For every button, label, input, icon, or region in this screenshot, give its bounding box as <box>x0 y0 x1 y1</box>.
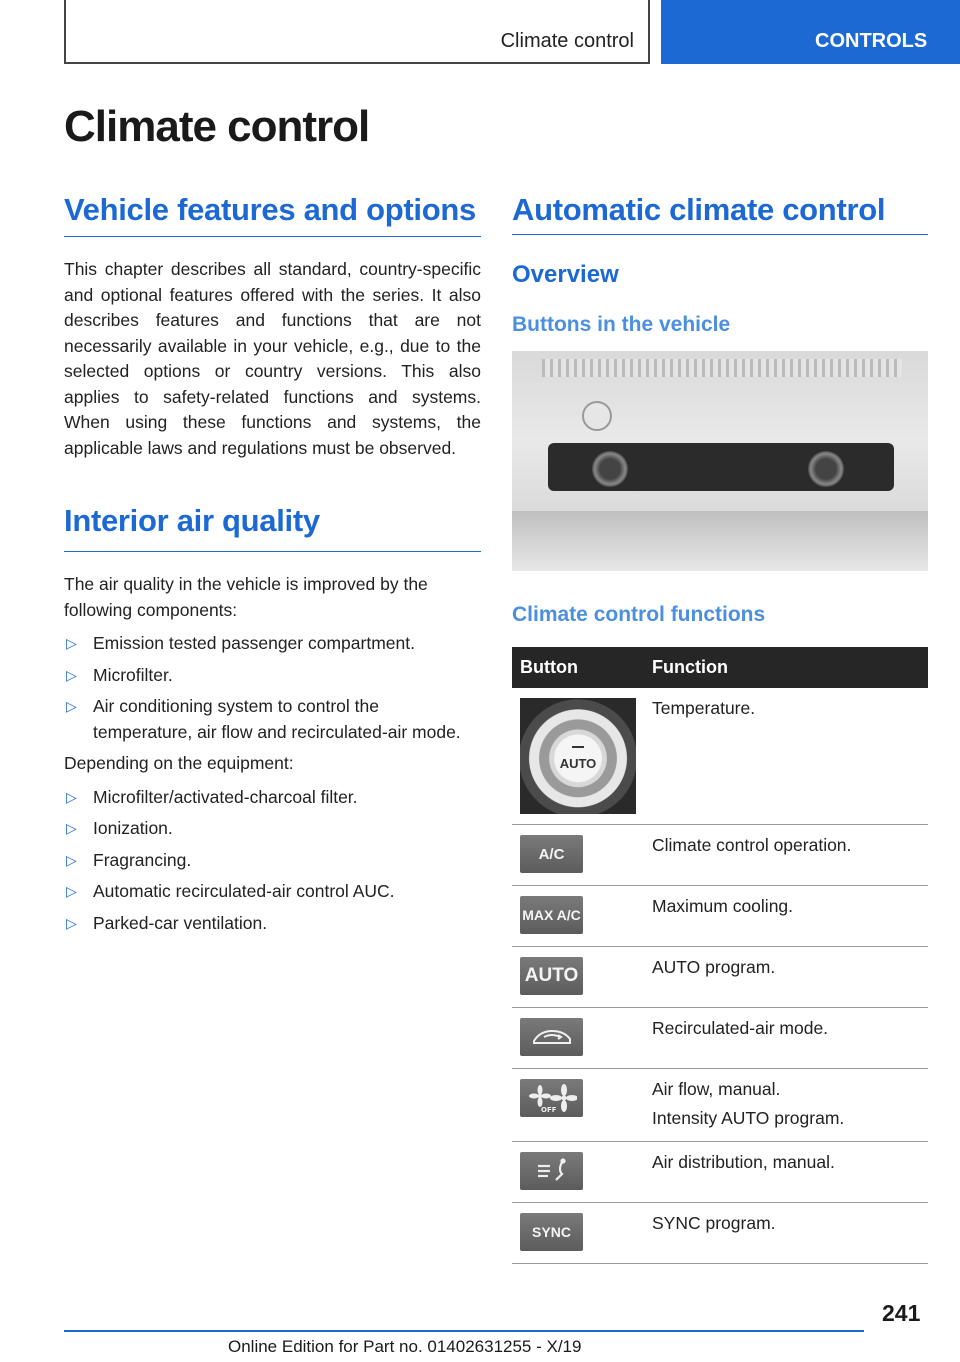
footer-divider <box>64 1330 864 1332</box>
auto-button-icon: AUTO <box>520 957 583 995</box>
sync-button-icon: SYNC <box>520 1213 583 1251</box>
list-item: ▷ Automatic recirculated-air control AUC. <box>64 879 481 905</box>
max-ac-button-icon: MAX A/C <box>520 896 583 934</box>
vehicle-features-body: This chapter describes all standard, country-specific and optional features offered with the series. It also describes features and functions that are not necessarily available in your vehicle, e.g., due to the selected options or country versions. This also applies to safety-related functions and systems. When using these functions and systems, the applicable laws and regulations must be observed. <box>64 259 481 458</box>
air-quality-list <box>64 631 481 745</box>
air-distribution-icon <box>520 1152 583 1190</box>
header-section-title: Climate control <box>500 30 634 52</box>
air-quality-intro: The air quality in the vehicle is improved by the following components: <box>64 574 428 620</box>
table-row: AUTO AUTO program. <box>512 947 928 1008</box>
col-function-header: Function <box>644 647 928 688</box>
list-item: ▷ Ionization. <box>64 816 481 842</box>
left-temp-knob <box>592 451 628 487</box>
header-section-box <box>64 0 650 64</box>
equipment-list <box>64 785 481 937</box>
buttons-in-vehicle-heading: Buttons in the vehicle <box>512 313 731 336</box>
dashboard-surface <box>512 511 928 571</box>
air-quality-heading: Interior air quality <box>64 503 481 552</box>
header-chapter-tab[interactable] <box>661 0 960 64</box>
table-row: Air distribution, manual. <box>512 1142 928 1203</box>
list-item: ▷ Microfilter. <box>64 663 481 689</box>
triangle-bullet-icon: ▷ <box>66 635 77 651</box>
triangle-bullet-icon: ▷ <box>66 666 77 683</box>
list-item: ▷ Fragrancing. <box>64 848 481 874</box>
header-chapter-label: CONTROLS <box>815 30 928 52</box>
page-title: Climate control <box>64 102 370 151</box>
table-header-row <box>512 647 928 688</box>
air-vent <box>542 359 902 377</box>
overview-heading: Overview <box>512 261 619 288</box>
table-row: OFF Air flow, manual. Intensity AUTO program. <box>512 1069 928 1142</box>
right-temp-knob <box>808 451 844 487</box>
auto-climate-heading: Automatic climate control <box>512 192 928 235</box>
list-item: ▷ Air conditioning system to control the temperature, air flow and recirculated-air mode. <box>66 696 461 742</box>
volume-knob <box>582 401 612 431</box>
table-row: A/C Climate control operation. <box>512 825 928 886</box>
recirculated-air-icon <box>520 1018 583 1056</box>
triangle-bullet-icon: ▷ <box>66 698 77 714</box>
right-column <box>512 192 928 1264</box>
list-item: ▷ Emission tested passenger compartment. <box>64 631 481 657</box>
table-row: SYNC SYNC program. <box>512 1203 928 1264</box>
climate-functions-heading: Climate control functions <box>512 603 766 626</box>
triangle-bullet-icon: ▷ <box>66 883 77 899</box>
page-number: 241 <box>882 1300 921 1326</box>
vehicle-features-heading: Vehicle features and options <box>64 192 481 237</box>
list-item: ▷ Microfilter/activated-charcoal filter. <box>64 785 481 811</box>
functions-table <box>512 647 928 1264</box>
triangle-bullet-icon: ▷ <box>66 788 77 805</box>
triangle-bullet-icon: ▷ <box>66 914 77 931</box>
fan-icon <box>520 1079 583 1117</box>
table-row: Recirculated-air mode. <box>512 1008 928 1069</box>
list-item: ▷ Parked-car ventilation. <box>64 911 481 937</box>
edition-text: Online Edition for Part no. 01402631255 - X/19 <box>228 1337 582 1356</box>
table-row: AUTO Temperature. <box>512 688 928 825</box>
left-column <box>64 192 481 942</box>
ac-button-icon: A/C <box>520 835 583 873</box>
temperature-knob-icon: AUTO <box>520 698 636 814</box>
climate-panel-photo <box>512 351 928 571</box>
triangle-bullet-icon: ▷ <box>66 820 77 836</box>
svg-text:OFF: OFF <box>540 1106 557 1113</box>
depending-text: Depending on the equipment: <box>64 753 294 773</box>
table-row: MAX A/C Maximum cooling. <box>512 886 928 947</box>
col-button-header: Button <box>512 647 644 688</box>
triangle-bullet-icon: ▷ <box>66 851 77 868</box>
